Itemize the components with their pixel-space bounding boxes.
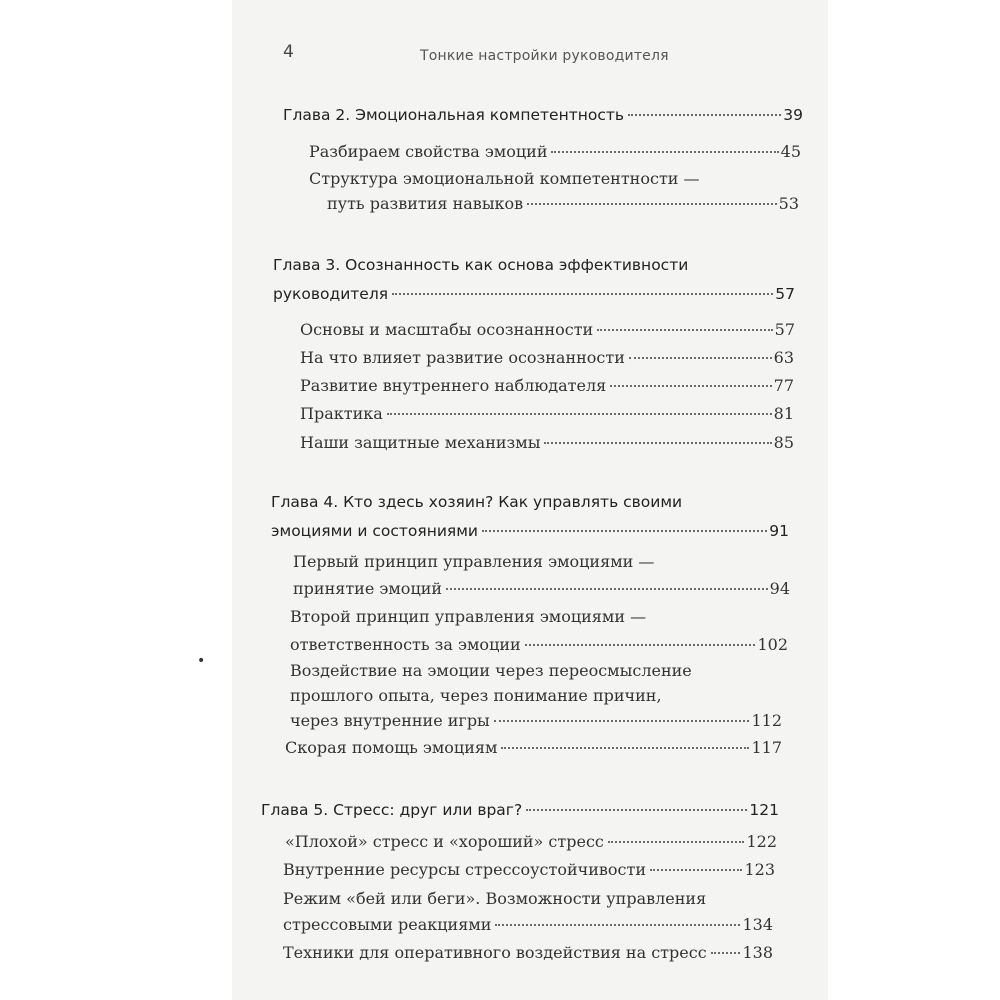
toc-entry-title: путь развития навыков	[327, 194, 524, 213]
toc-entry-ch4-s1	[293, 579, 790, 598]
toc-entry-title-line: Первый принцип управления эмоциями —	[293, 552, 655, 571]
toc-entry-title: Наши защитные механизмы	[300, 433, 541, 452]
leader-dots	[392, 293, 773, 295]
leader-dots	[544, 442, 771, 444]
toc-entry-ch3-s5	[300, 433, 794, 452]
leader-dots	[551, 151, 778, 153]
toc-entry-ch2	[283, 106, 803, 124]
leader-dots	[608, 841, 745, 843]
toc-entry-title: Основы и масштабы осознанности	[300, 320, 594, 339]
toc-entry-ch4-s4	[285, 738, 782, 757]
toc-entry-page: 122	[746, 832, 777, 851]
toc-entry-title: Скорая помощь эмоциям	[285, 738, 498, 757]
margin-mark: •	[197, 653, 206, 669]
toc-entry-ch4-s3	[290, 711, 782, 730]
leader-dots	[711, 952, 741, 954]
toc-entry-ch5-s2	[283, 860, 775, 879]
toc-entry-page: 85	[773, 433, 794, 452]
toc-entry-title-line: Воздействие на эмоции через переосмысление	[290, 661, 692, 680]
toc-entry-page: 123	[744, 860, 775, 879]
toc-entry-page: 138	[742, 943, 773, 962]
toc-entry-ch5	[261, 801, 779, 819]
toc-entry-page: 121	[749, 801, 779, 819]
toc-entry-title-line: прошлого опыта, через понимание причин,	[290, 686, 662, 705]
toc-entry-page: 134	[742, 915, 773, 934]
toc-entry-page: 94	[769, 579, 790, 598]
toc-entry-title: стрессовыми реакциями	[283, 915, 492, 934]
toc-entry-ch2-s1	[309, 142, 801, 161]
leader-dots	[650, 869, 742, 871]
toc-entry-title: Глава 2. Эмоциональная компетентность	[283, 106, 625, 124]
toc-entry-title: На что влияет развитие осознанности	[300, 348, 625, 367]
toc-entry-ch3-s1	[300, 320, 795, 339]
toc-entry-ch3-s2	[300, 348, 794, 367]
leader-dots	[387, 413, 772, 415]
toc-entry-page: 102	[757, 635, 788, 654]
toc-entry-page: 45	[780, 142, 801, 161]
toc-entry-title-line: Глава 4. Кто здесь хозяин? Как управлять своими	[271, 493, 683, 511]
toc-entry-title: ответственность за эмоции	[290, 635, 521, 654]
toc-entry-title: Техники для оперативного воздействия на стресс	[283, 943, 707, 962]
leader-dots	[597, 329, 772, 331]
toc-entry-title: Развитие внутреннего наблюдателя	[300, 376, 607, 395]
toc-entry-ch2-s2	[327, 194, 799, 213]
toc-entry-ch4-s3-line2	[290, 686, 662, 705]
toc-entry-title: эмоциями и состояниями	[271, 522, 478, 540]
toc-entry-title: Внутренние ресурсы стрессоустойчивости	[283, 860, 647, 879]
toc-entry-ch4-s1-line1	[293, 552, 654, 571]
toc-entry-ch4-line1	[271, 493, 682, 511]
toc-entry-title: Глава 5. Стресс: друг или враг?	[261, 801, 523, 819]
toc-entry-page: 91	[769, 522, 789, 540]
toc-entry-title: Разбираем свойства эмоций	[309, 142, 548, 161]
toc-entry-ch4	[271, 522, 789, 540]
toc-entry-ch5-s1	[285, 832, 777, 851]
leader-dots	[610, 385, 771, 387]
toc-entry-ch2-s2-line1	[309, 169, 700, 188]
toc-entry-page: 57	[775, 285, 795, 303]
toc-entry-page: 57	[774, 320, 795, 339]
leader-dots	[495, 924, 740, 926]
leader-dots	[525, 644, 756, 646]
toc-entry-title: руководителя	[273, 285, 389, 303]
toc-entry-ch3-line1	[273, 256, 688, 274]
leader-dots	[628, 114, 781, 116]
toc-entry-ch4-s2-line1	[290, 607, 646, 626]
toc-entry-ch4-s2	[290, 635, 788, 654]
page-number: 4	[283, 42, 294, 62]
leader-dots	[446, 588, 768, 590]
toc-entry-title: принятие эмоций	[293, 579, 443, 598]
toc-entry-title: через внутренние игры	[290, 711, 490, 730]
toc-entry-title-line: Глава 3. Осознанность как основа эффективности	[273, 256, 689, 274]
leader-dots	[629, 357, 772, 359]
running-title: Тонкие настройки руководителя	[420, 48, 669, 64]
leader-dots	[501, 747, 749, 749]
leader-dots	[526, 809, 747, 811]
leader-dots	[482, 530, 767, 532]
toc-entry-ch3-s3	[300, 376, 794, 395]
toc-entry-title-line: Структура эмоциональной компетентности —	[309, 169, 700, 188]
toc-entry-page: 81	[773, 404, 794, 423]
toc-entry-title: Практика	[300, 404, 383, 423]
toc-entry-page: 53	[778, 194, 799, 213]
toc-entry-page: 63	[773, 348, 794, 367]
toc-entry-page: 39	[783, 106, 803, 124]
toc-entry-title-line: Второй принцип управления эмоциями —	[290, 607, 647, 626]
toc-entry-title-line: Режим «бей или беги». Возможности управления	[283, 889, 707, 908]
toc-entry-ch5-s3-line1	[283, 889, 706, 908]
toc-entry-page: 117	[751, 738, 782, 757]
toc-entry-ch5-s4	[283, 943, 773, 962]
toc-entry-ch4-s3-line1	[290, 661, 692, 680]
toc-entry-ch5-s3	[283, 915, 773, 934]
toc-entry-page: 77	[773, 376, 794, 395]
leader-dots	[527, 203, 776, 205]
toc-entry-ch3	[273, 285, 795, 303]
toc-entry-ch3-s4	[300, 404, 794, 423]
toc-entry-page: 112	[751, 711, 782, 730]
leader-dots	[494, 720, 750, 722]
toc-entry-title: «Плохой» стресс и «хороший» стресс	[285, 832, 604, 851]
